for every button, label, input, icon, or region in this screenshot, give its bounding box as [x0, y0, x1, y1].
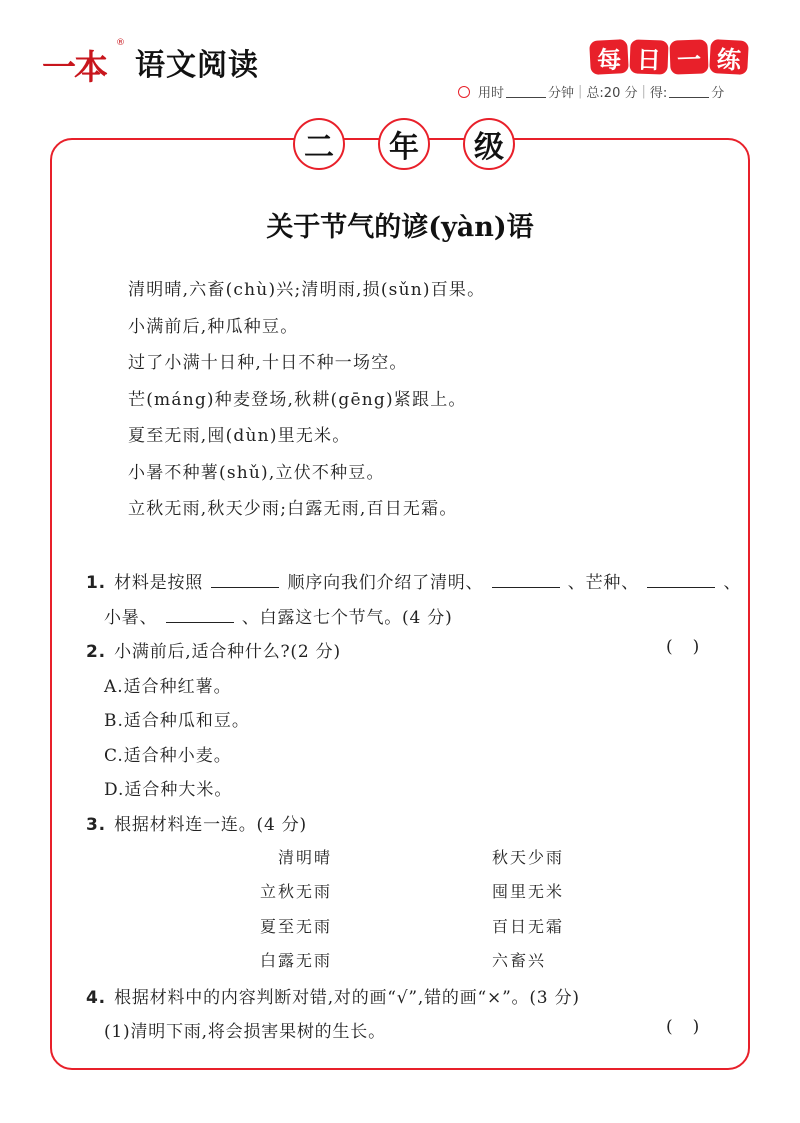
q1-text: 、: [723, 573, 742, 593]
daily-practice-badge: [590, 40, 750, 74]
question-1: [86, 568, 741, 593]
question-1-line2: [104, 603, 453, 628]
question-4: [86, 983, 580, 1008]
daily-char: 一: [669, 39, 708, 74]
grade-char: 级: [463, 118, 515, 170]
q1-text: 材料是按照: [114, 573, 204, 593]
score-blank[interactable]: [669, 85, 709, 98]
time-unit: 分钟: [548, 86, 575, 101]
passage-title: 关于节气的谚(yàn)语: [266, 212, 534, 243]
clock-icon: [458, 86, 470, 98]
q1-blank-4[interactable]: [166, 608, 234, 623]
time-label: 用时: [478, 86, 505, 101]
passage-line: 芒(máng)种麦登场,秋耕(gēng)紧跟上。: [128, 389, 467, 410]
q2-option-b[interactable]: B.适合种瓜和豆。: [104, 711, 250, 731]
question-number: 4.: [86, 988, 106, 1008]
q1-text: 、芒种、: [567, 573, 639, 593]
q2-text: 小满前后,适合种什么?(2 分): [114, 642, 341, 662]
q1-text: 、白露这七个节气。(4 分): [241, 608, 453, 628]
divider: |: [641, 84, 646, 99]
daily-char: 练: [709, 39, 749, 75]
total-label: 总:20 分: [586, 86, 638, 101]
grade-char: 二: [293, 118, 345, 170]
q4-sub-1: (1)清明下雨,将会损害果树的生长。: [104, 1022, 386, 1042]
brand-title: 语文阅读: [135, 48, 259, 83]
question-number: 2.: [86, 642, 106, 662]
question-number: 3.: [86, 815, 106, 835]
registered-mark: ®: [116, 38, 125, 48]
q3-text: 根据材料连一连。(4 分): [114, 815, 307, 835]
question-2: [86, 637, 341, 662]
daily-char: 每: [589, 39, 629, 75]
q4-text: 根据材料中的内容判断对错,对的画“√”,错的画“×”。(3 分): [114, 988, 580, 1008]
score-meta: [458, 82, 724, 101]
match-right-item[interactable]: 六畜兴: [492, 951, 547, 970]
q1-blank-2[interactable]: [492, 573, 560, 588]
match-left-item[interactable]: 白露无雨: [260, 951, 333, 970]
match-left-item[interactable]: 夏至无雨: [260, 917, 333, 936]
match-left-item[interactable]: 清明晴: [278, 848, 333, 867]
q1-text: 小暑、: [104, 608, 158, 628]
daily-char: 日: [629, 39, 668, 74]
passage-line: 过了小满十日种,十日不种一场空。: [128, 353, 408, 373]
brand-logo: 一本: [42, 48, 106, 88]
q2-answer-paren[interactable]: (): [666, 637, 720, 657]
q2-option-c[interactable]: C.适合种小麦。: [104, 746, 232, 766]
passage-line: 立秋无雨,秋天少雨;白露无雨,百日无霜。: [128, 499, 458, 519]
passage-line: 小满前后,种瓜种豆。: [128, 316, 299, 337]
match-left-item[interactable]: 立秋无雨: [260, 882, 333, 901]
passage-line: 清明晴,六畜(chù)兴;清明雨,损(sǔn)百果。: [128, 280, 486, 300]
grade-char: 年: [378, 118, 430, 170]
score-label: 得:: [649, 86, 668, 101]
passage-line: 小暑不种薯(shǔ),立伏不种豆。: [128, 462, 385, 483]
passage: [128, 272, 485, 528]
q1-blank-order[interactable]: [211, 573, 279, 588]
match-right-item[interactable]: 百日无霜: [492, 917, 565, 936]
q4-answer-paren[interactable]: (): [666, 1017, 720, 1037]
match-right-item[interactable]: 秋天少雨: [492, 848, 565, 867]
q2-option-d[interactable]: D.适合种大米。: [104, 780, 233, 800]
q1-text: 顺序向我们介绍了清明、: [287, 573, 484, 593]
time-blank[interactable]: [506, 85, 546, 98]
score-unit: 分: [711, 86, 725, 101]
q2-option-a[interactable]: A.适合种红薯。: [104, 677, 232, 697]
question-number: 1.: [86, 573, 106, 593]
match-right-item[interactable]: 囤里无米: [492, 882, 565, 901]
q1-blank-3[interactable]: [647, 573, 715, 588]
passage-line: 夏至无雨,囤(dùn)里无米。: [128, 426, 351, 446]
question-3: [86, 810, 307, 835]
divider: |: [578, 84, 583, 99]
